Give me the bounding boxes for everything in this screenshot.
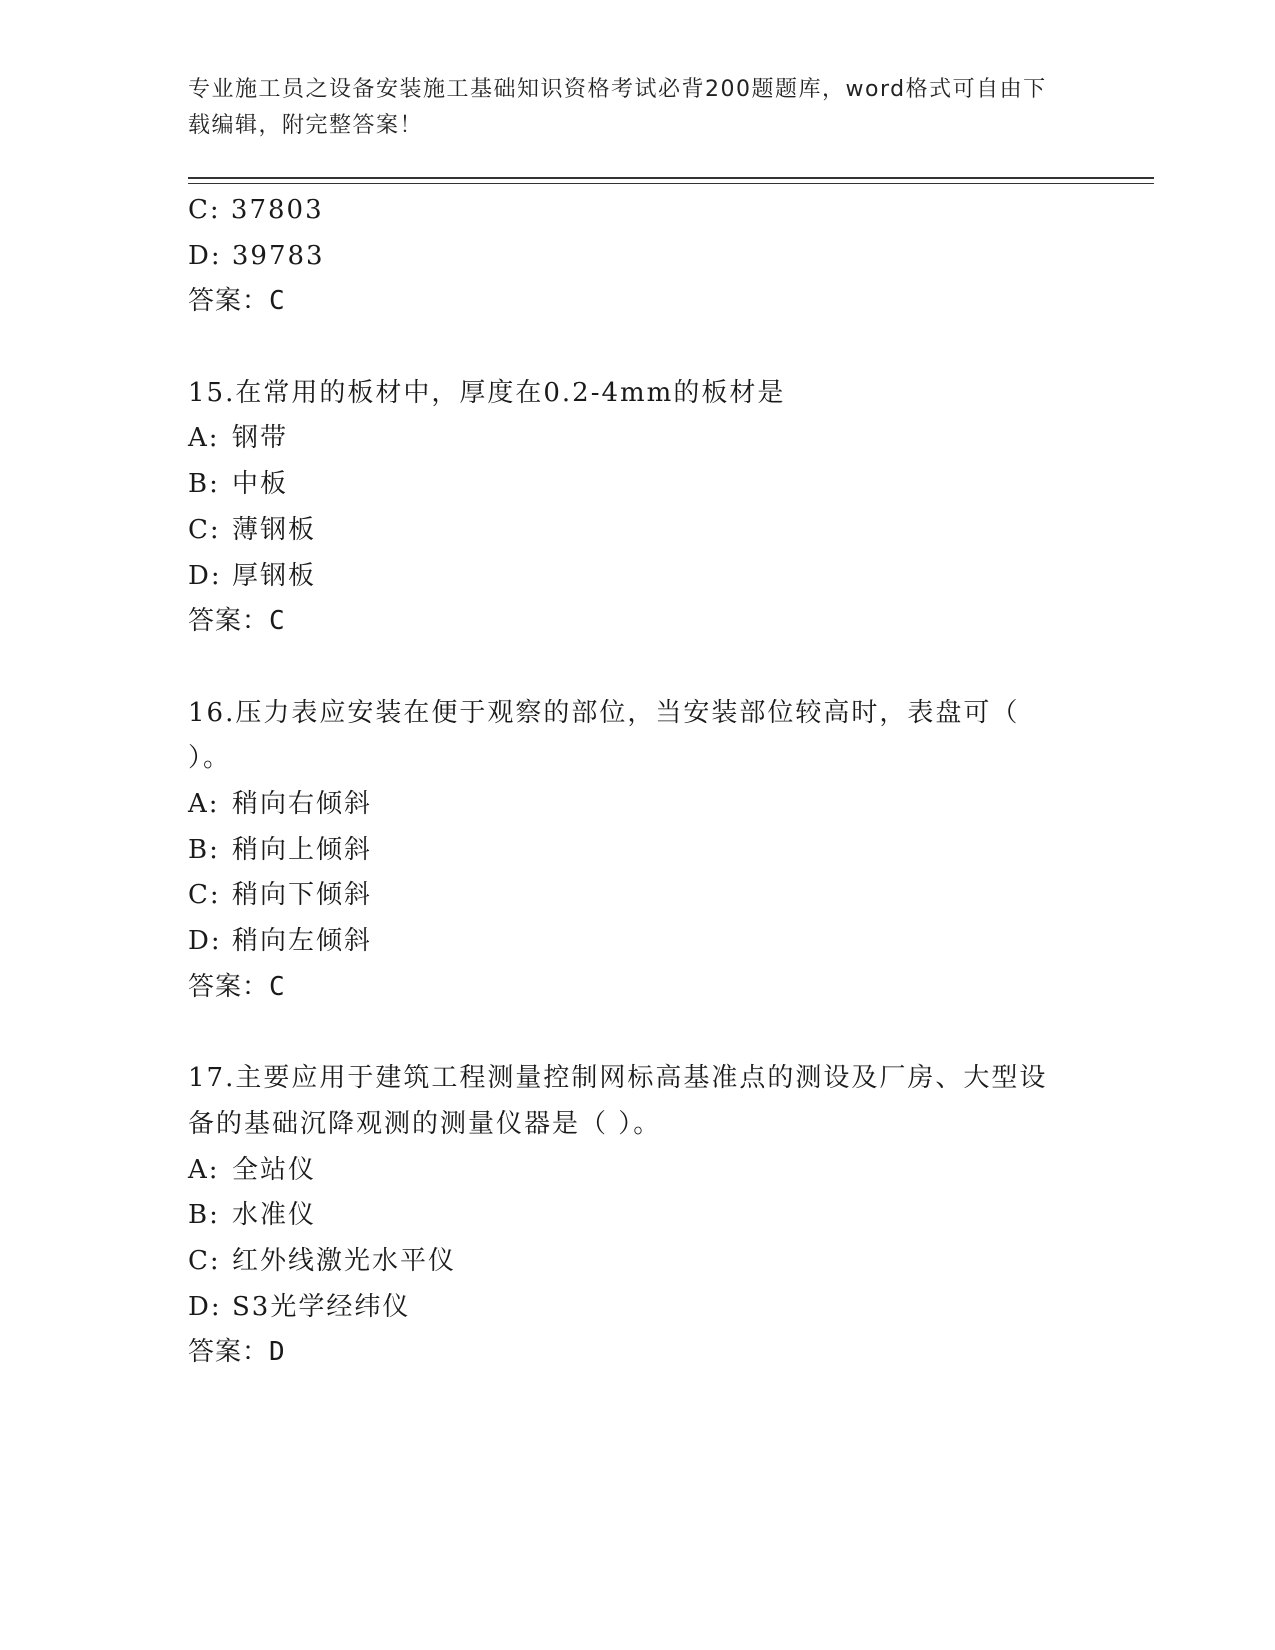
option-text: 厚钢板: [232, 560, 317, 591]
option-a: [188, 1148, 1088, 1194]
question-stem: 17.主要应用于建筑工程测量控制网标高基准点的测设及厂房、大型设备的基础沉降观测的测量仪器是（ ）。: [188, 1063, 1048, 1139]
option-d: [188, 234, 1088, 280]
answer-label: 答案：: [188, 286, 270, 317]
option-key: D:: [188, 560, 222, 591]
option-text: 39783: [231, 240, 325, 271]
option-key: B:: [188, 469, 220, 500]
option-key: C:: [188, 195, 221, 225]
option-text: 薄钢板: [232, 514, 317, 545]
option-a: [188, 416, 1088, 462]
header-divider-thin: [188, 183, 1154, 184]
spacer: [188, 325, 1088, 371]
option-d: [188, 554, 1088, 600]
option-b: [188, 828, 1088, 874]
question-block: [188, 371, 1088, 645]
option-key: C:: [188, 880, 221, 911]
document-header: 专业施工员之设备安装施工基础知识资格考试必背200题题库，word格式可自由下载编辑，附完整答案！: [188, 77, 1047, 138]
option-key: D:: [188, 240, 222, 271]
option-text: S3光学经纬仪: [232, 1291, 411, 1322]
question-stem: 15.在常用的板材中，厚度在0.2-4mm的板材是: [188, 377, 786, 408]
question-block: [188, 691, 1088, 1011]
answer-line: [188, 1330, 1088, 1376]
option-text: 全站仪: [232, 1154, 317, 1185]
answer-label: 答案：: [188, 1337, 270, 1368]
option-b: [188, 1193, 1088, 1239]
option-text: 红外线激光水平仪: [232, 1245, 457, 1276]
option-text: 37803: [230, 195, 324, 225]
option-key: A:: [188, 788, 220, 819]
option-key: D:: [188, 1291, 222, 1322]
option-c: [188, 873, 1088, 919]
answer-value: C: [269, 606, 286, 637]
answer-label: 答案：: [188, 606, 270, 637]
option-text: 钢带: [232, 423, 289, 454]
option-key: D:: [188, 926, 222, 957]
option-key: C:: [188, 1245, 221, 1276]
option-c: [188, 508, 1088, 554]
question-stem: 16.压力表应安装在便于观察的部位，当安装部位较高时，表盘可（ ）。: [188, 697, 1020, 774]
answer-label: 答案：: [188, 971, 270, 1002]
answer-value: C: [269, 286, 286, 317]
option-text: 稍向上倾斜: [232, 834, 373, 865]
answer-line: [188, 279, 1088, 325]
spacer: [188, 1010, 1088, 1056]
question-list: [188, 188, 1088, 1376]
option-text: 稍向下倾斜: [232, 880, 373, 911]
option-key: B:: [188, 1200, 220, 1231]
option-c: [188, 188, 1088, 234]
option-key: C:: [188, 514, 221, 545]
option-text: 中板: [232, 469, 289, 500]
option-text: 水准仪: [232, 1200, 317, 1231]
answer-value: C: [269, 971, 286, 1002]
question-block: [188, 1056, 1088, 1376]
option-b: [188, 462, 1088, 508]
option-d: [188, 919, 1088, 965]
option-text: 稍向左倾斜: [232, 926, 373, 957]
answer-line: [188, 965, 1088, 1011]
option-key: A:: [188, 1154, 220, 1185]
header-divider: [188, 177, 1154, 179]
previous-question-tail: [188, 188, 1088, 325]
answer-line: [188, 599, 1088, 645]
option-d: [188, 1285, 1088, 1331]
spacer: [188, 645, 1088, 691]
answer-value: D: [269, 1337, 286, 1368]
option-key: B:: [188, 834, 220, 865]
option-key: A:: [188, 423, 220, 454]
option-text: 稍向右倾斜: [232, 788, 373, 819]
option-c: [188, 1239, 1088, 1285]
option-a: [188, 782, 1088, 828]
